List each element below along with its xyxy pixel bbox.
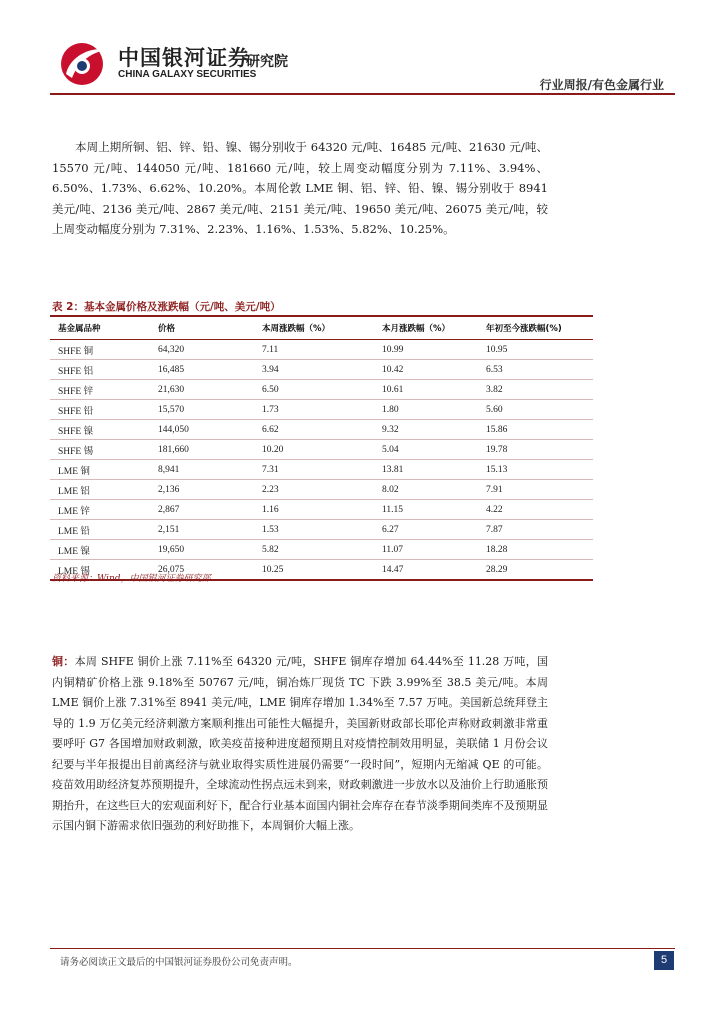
table-cell: 1.80 xyxy=(374,400,478,420)
table-cell: 10.95 xyxy=(478,340,593,360)
table-header-row xyxy=(50,316,593,340)
table-cell: 4.22 xyxy=(478,500,593,520)
table-cell: 7.11 xyxy=(254,340,374,360)
table-cell: 5.60 xyxy=(478,400,593,420)
table-row xyxy=(50,360,593,380)
table-row xyxy=(50,380,593,400)
table-cell: 2,136 xyxy=(150,480,254,500)
table-cell: 2,867 xyxy=(150,500,254,520)
header-divider xyxy=(50,93,675,95)
table-cell: 5.04 xyxy=(374,440,478,460)
table-cell: 2,151 xyxy=(150,520,254,540)
table-cell: 8,941 xyxy=(150,460,254,480)
brand-name-en: CHINA GALAXY SECURITIES xyxy=(118,69,257,80)
table-cell: 181,660 xyxy=(150,440,254,460)
table-cell: SHFE 铅 xyxy=(50,400,150,420)
galaxy-logo-icon xyxy=(58,40,110,86)
table-cell: 28.29 xyxy=(478,560,593,581)
table-cell: SHFE 铝 xyxy=(50,360,150,380)
column-header: 价格 xyxy=(150,316,254,340)
table-cell: 26,075 xyxy=(150,560,254,581)
page-number: 5 xyxy=(654,951,674,970)
table-cell: 5.82 xyxy=(254,540,374,560)
table-row xyxy=(50,340,593,360)
table-cell: 11.15 xyxy=(374,500,478,520)
table-cell: LME 铝 xyxy=(50,480,150,500)
brand-name-zh: 中国银河证券 xyxy=(118,46,250,70)
column-header: 年初至今涨跌幅(%) xyxy=(478,316,593,340)
table-cell: 3.82 xyxy=(478,380,593,400)
footer-disclaimer: 请务必阅读正文最后的中国银河证券股份公司免责声明。 xyxy=(60,957,298,968)
table-row xyxy=(50,520,593,540)
table-cell: LME 锌 xyxy=(50,500,150,520)
footer-divider xyxy=(50,948,675,949)
table-cell: 9.32 xyxy=(374,420,478,440)
table-row xyxy=(50,440,593,460)
table-cell: LME 铅 xyxy=(50,520,150,540)
table-cell: 1.16 xyxy=(254,500,374,520)
table-cell: 11.07 xyxy=(374,540,478,560)
table-cell: 3.94 xyxy=(254,360,374,380)
table-cell: SHFE 锡 xyxy=(50,440,150,460)
table-cell: 7.31 xyxy=(254,460,374,480)
table-cell: 10.42 xyxy=(374,360,478,380)
table-cell: 6.27 xyxy=(374,520,478,540)
table-row xyxy=(50,460,593,480)
report-type: 行业周报/有色金属行业 xyxy=(539,78,664,92)
intro-paragraph: 本周上期所铜、铝、锌、铅、镍、锡分别收于 64320 元/吨、16485 元/吨、21630 元/吨、15570 元/吨、144050 元/吨、181660 元/吨，较上周变动幅度分别为 7.11%、3.94%、6.50%、1.73%、6.62%、10.20%。本周伦敦 LME 铜、铝、锌、铅、镍、锡分别收于 8941 美元/吨、2136 美元/吨、2867 美元/吨、2151 美元/吨、19650 美元/吨、26075 美元/吨，较上周变动幅度分别为 7.31%、2.23%、1.16%、1.53%、5.82%、10.25%。 xyxy=(52,140,548,236)
table-cell: 18.28 xyxy=(478,540,593,560)
table-row xyxy=(50,400,593,420)
column-header: 本月涨跌幅（%） xyxy=(374,316,478,340)
table-cell: 15,570 xyxy=(150,400,254,420)
table-cell: 6.53 xyxy=(478,360,593,380)
table-cell: LME 锡 xyxy=(50,560,150,581)
table-row xyxy=(50,480,593,500)
table-cell: 10.99 xyxy=(374,340,478,360)
table-cell: 10.20 xyxy=(254,440,374,460)
table-cell: 8.02 xyxy=(374,480,478,500)
page-header xyxy=(0,0,724,100)
table-row xyxy=(50,420,593,440)
table-cell: 14.47 xyxy=(374,560,478,581)
column-header: 本周涨跌幅（%） xyxy=(254,316,374,340)
table-cell: 10.61 xyxy=(374,380,478,400)
table-title: 表 2：基本金属价格及涨跌幅（元/吨、美元/吨） xyxy=(52,301,281,313)
table-source: 资料来源：Wind，中国银河证券研究部 xyxy=(52,574,211,584)
table-cell: 6.62 xyxy=(254,420,374,440)
table-cell: 15.86 xyxy=(478,420,593,440)
metal-price-table xyxy=(50,315,593,581)
table-cell: 10.25 xyxy=(254,560,374,581)
table-cell: 21,630 xyxy=(150,380,254,400)
table-cell: 2.23 xyxy=(254,480,374,500)
table-cell: 13.81 xyxy=(374,460,478,480)
table-cell: 7.91 xyxy=(478,480,593,500)
copper-paragraph xyxy=(52,652,548,837)
table-cell: 16,485 xyxy=(150,360,254,380)
table-cell: 1.53 xyxy=(254,520,374,540)
institute-label: 研究院 xyxy=(246,54,288,70)
table-cell: 6.50 xyxy=(254,380,374,400)
table-cell: SHFE 铜 xyxy=(50,340,150,360)
table-cell: 64,320 xyxy=(150,340,254,360)
column-header: 基金属品种 xyxy=(50,316,150,340)
table-cell: LME 铜 xyxy=(50,460,150,480)
table-row xyxy=(50,540,593,560)
copper-text: 本周 SHFE 铜价上涨 7.11%至 64320 元/吨，SHFE 铜库存增加 64.44%至 11.28 万吨，国内铜精矿价格上涨 9.18%至 50767 元/吨，铜冶炼厂现货 TC 下跌 3.99%至 38.5 美元/吨。本周 LME 铜价上涨 7.31%至 8941 美元/吨，LME 铜库存增加 1.34%至 7.57 万吨。美国新总统拜登主导的 1.9 万亿美元经济刺激方案顺利推出可能性大幅提升，美国新财政部长耶伦声称财政刺激非常重要呼吁 G7 各国增加财政刺激，欧美疫苗接种进度超预期且对疫情控制效用明显，美联储 1 月份会议纪要与半年报提出目前离经济与就业取得实质性进展仍需要“一段时间”，短期内无缩减 QE 的可能。疫苗效用助经济复苏预期提升，全球流动性拐点远未到来，财政刺激进一步放水以及油价上行助通胀预期抬升，在这些巨大的宏观面利好下，配合行业基本面国内铜社会库存在春节淡季期间类库不及预期显示国内铜下游需求依旧强劲的利好助推下，本周铜价大幅上涨。 xyxy=(52,655,548,832)
table-cell: SHFE 锌 xyxy=(50,380,150,400)
table-cell: 7.87 xyxy=(478,520,593,540)
table-cell: SHFE 镍 xyxy=(50,420,150,440)
table-cell: 19.78 xyxy=(478,440,593,460)
copper-lead: 铜： xyxy=(52,655,75,668)
table-cell: 1.73 xyxy=(254,400,374,420)
table-cell: 19,650 xyxy=(150,540,254,560)
table-cell: 15.13 xyxy=(478,460,593,480)
table-cell: LME 镍 xyxy=(50,540,150,560)
table-cell: 144,050 xyxy=(150,420,254,440)
table-row xyxy=(50,500,593,520)
